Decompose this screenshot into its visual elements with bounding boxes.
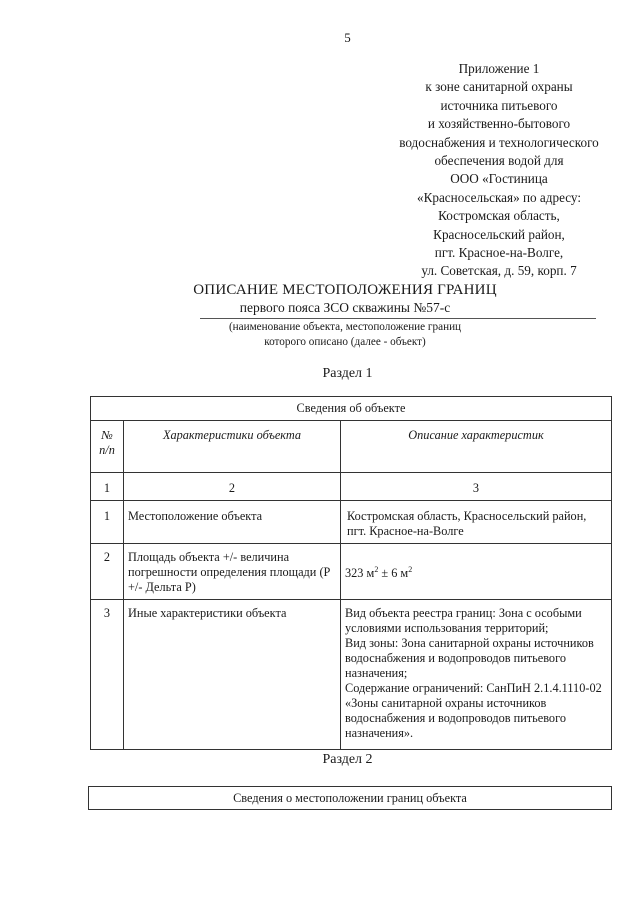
table-header-row [91, 397, 612, 421]
appendix-line: обеспечения водой для [434, 153, 564, 169]
title-note [170, 320, 520, 350]
column-number-row [91, 473, 612, 501]
area-value: 323 м [345, 566, 375, 581]
note-line: которого описано (далее - объект) [264, 336, 426, 348]
row-area-value [341, 544, 612, 600]
row-number: 2 [91, 544, 124, 600]
boundaries-header-box: Сведения о местоположении границ объекта [88, 786, 612, 810]
table-row [91, 600, 612, 750]
row-characteristic: Площадь объекта +/- величина погрешности определения площади (Р +/- Дельта Р) [124, 544, 341, 600]
table-row [91, 544, 612, 600]
table-header: Сведения об объекте [91, 397, 612, 421]
appendix-line: Приложение 1 [458, 61, 540, 76]
area-error: ± 6 м [378, 566, 409, 581]
column-header-description: Описание характеристик [341, 421, 612, 473]
column-number: 1 [91, 473, 124, 501]
appendix-line: пгт. Красное-на-Волге, [434, 245, 564, 261]
row-characteristic: Местоположение объекта [124, 501, 341, 544]
row-description [341, 600, 612, 750]
description-line: Вид объекта реестра границ: Зона с особыми условиями использования территорий; [345, 606, 582, 635]
appendix-line: к зоне санитарной охраны [425, 79, 573, 95]
description-line: Вид зоны: Зона санитарной охраны источников водоснабжения и водопроводов питьевого назначения; [345, 636, 594, 680]
area-error-exponent: 2 [408, 564, 413, 574]
column-number: 2 [124, 473, 341, 501]
column-header-row [91, 421, 612, 473]
appendix-line: источника питьевого [440, 97, 558, 113]
appendix-line: и хозяйственно-бытового [427, 116, 571, 132]
appendix-line: Костромская область, [438, 208, 560, 224]
appendix-line: «Красносельская» по адресу: [416, 189, 582, 205]
area-unit-exponent: 2 [374, 564, 379, 574]
section-2-title: Раздел 2 [322, 752, 373, 767]
description-line: Содержание ограничений: СанПиН 2.1.4.1110-02 «Зоны санитарной охраны источников водоснабжения и водопроводов питьевого назначения». [345, 681, 602, 740]
appendix-line: ООО «Гостиница [450, 171, 548, 187]
appendix-line: ул. Советская, д. 59, корп. 7 [421, 263, 577, 279]
row-characteristic: Иные характеристики объекта [124, 600, 341, 750]
appendix-block [370, 60, 628, 281]
document-title: ОПИСАНИЕ МЕСТОПОЛОЖЕНИЯ ГРАНИЦ [193, 282, 497, 298]
row-number: 3 [91, 600, 124, 750]
appendix-line: водоснабжения и технологического [399, 134, 599, 150]
appendix-line: Красносельский район, [433, 226, 565, 242]
column-header-characteristic: Характеристики объекта [124, 421, 341, 473]
table-row [91, 501, 612, 544]
row-description: Костромская область, Красносельский район, пгт. Красное-на-Волге [341, 501, 612, 544]
column-number: 3 [341, 473, 612, 501]
column-header-number: № п/п [91, 421, 124, 473]
section-1-title: Раздел 1 [322, 366, 373, 381]
document-subtitle: первого пояса ЗСО скважины №57-с [239, 300, 451, 315]
note-line: (наименование объекта, местоположение границ [228, 321, 462, 333]
row-number: 1 [91, 501, 124, 544]
subtitle-underline [200, 318, 596, 319]
object-info-table [90, 396, 612, 750]
page-number: 5 [344, 30, 351, 45]
